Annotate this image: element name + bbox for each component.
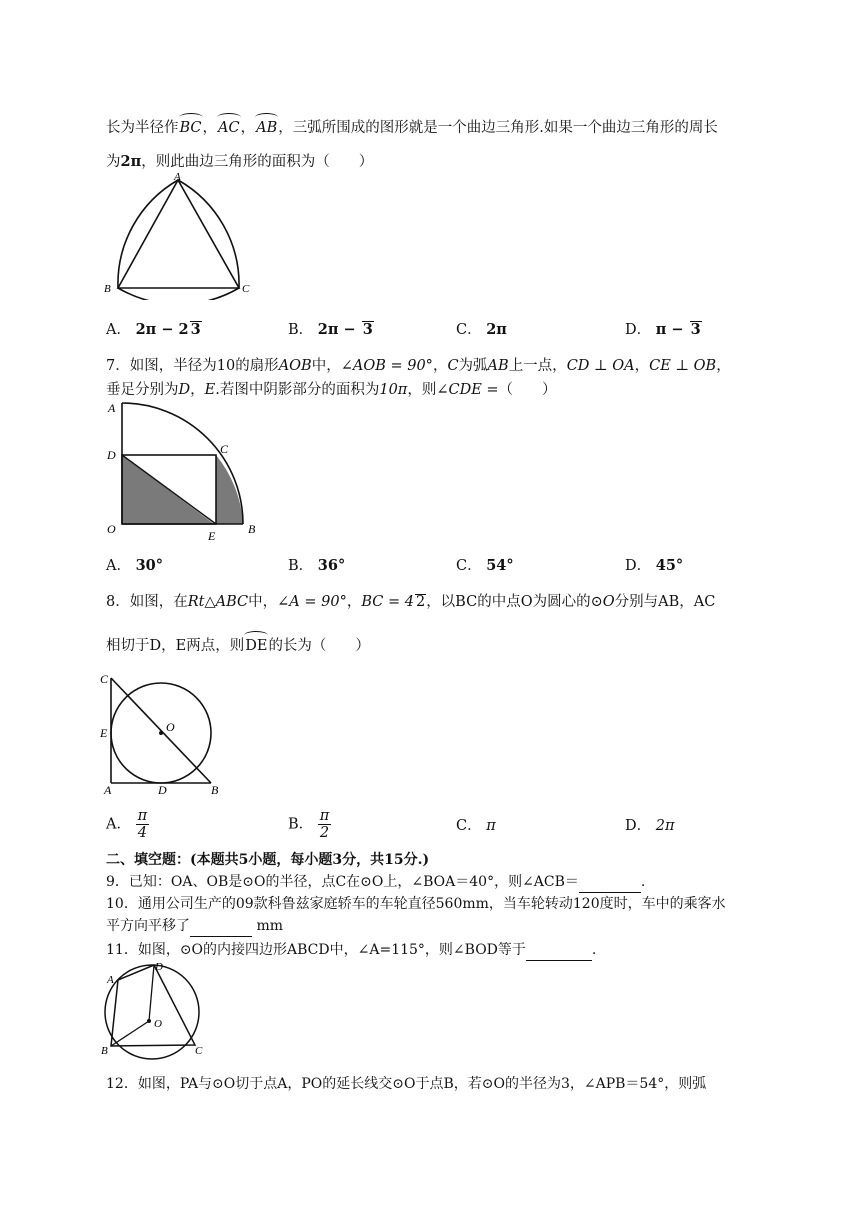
q8-text: ， — [346, 594, 362, 610]
q7-line-1 — [106, 356, 731, 376]
q7-text: ， — [634, 358, 650, 374]
option-letter: A． — [106, 558, 131, 574]
q9-line — [106, 872, 645, 893]
arc-bc: BC — [179, 120, 202, 136]
label-c: C — [195, 1045, 203, 1057]
q8-text: 的长为（ ） — [268, 638, 370, 654]
q8-text: ，以BC的中点O为圆心的 — [426, 594, 591, 610]
label-o: O — [154, 1018, 162, 1030]
shaded-arc-segment — [216, 455, 243, 524]
numerator: π — [319, 808, 330, 824]
option-letter: B． — [288, 816, 314, 833]
q6-sep: ， — [202, 120, 218, 136]
q7-text: 的扇形 — [235, 358, 279, 374]
option-letter: D． — [625, 322, 652, 338]
option-letter: C． — [456, 322, 482, 338]
option-value: 36° — [317, 557, 346, 574]
q8-line-1 — [106, 592, 715, 612]
q6-line-1 — [106, 118, 718, 138]
option-radical: 3 — [690, 321, 701, 338]
q10-line-2 — [106, 916, 283, 937]
q7-area: 10π — [379, 382, 408, 398]
q9-text: 9．已知：OA、OB是⊙O的半径，点C在⊙O上，∠BOA＝40°，则∠ACB＝ — [106, 874, 579, 890]
q9-text: . — [640, 874, 646, 890]
q6-text: ，则此曲边三角形的面积为（ ） — [141, 154, 374, 170]
q11-answer-blank[interactable] — [526, 940, 592, 961]
denominator: 2 — [319, 825, 330, 841]
option-letter: C． — [456, 558, 482, 574]
q7-line-2 — [106, 380, 557, 400]
q7-text: ， — [432, 358, 448, 374]
q6-text: ，三弧所围成的图形就是一个曲边三角形.如果一个曲边三角形的周长 — [278, 120, 718, 136]
q11-line — [106, 940, 596, 961]
inner-triangle — [118, 180, 239, 288]
label-o: O — [107, 522, 116, 536]
q7-point-c: C — [447, 358, 459, 374]
cyclic-quadrilateral-figure — [98, 960, 208, 1060]
q8-option-d[interactable] — [625, 816, 675, 836]
q7-cde: ∠CDE = — [436, 382, 499, 398]
option-letter: D． — [625, 558, 652, 574]
section-2-heading: 二、填空题：(本题共5小题，每小题3分，共15分.) — [106, 852, 430, 868]
option-letter: A． — [106, 816, 131, 833]
q6-line-2 — [106, 152, 373, 172]
q6-sep: ， — [240, 120, 256, 136]
q7-text: （ ） — [498, 382, 557, 398]
q7-point-e: E — [204, 382, 216, 398]
center-point — [147, 1019, 151, 1023]
option-value: 2π — [655, 818, 675, 834]
numerator: π — [137, 808, 148, 824]
q7-radius: 10 — [216, 358, 236, 374]
q8-angle: ∠A = 90° — [277, 594, 347, 610]
q7-text: 7．如图，半径为 — [106, 358, 217, 374]
q8-option-c[interactable] — [456, 816, 496, 836]
q7-text: 中， — [311, 358, 341, 374]
q8-text: 中， — [248, 594, 278, 610]
label-a: A — [107, 974, 114, 986]
label-c: C — [220, 442, 229, 456]
q7-arc-ab: AB — [487, 358, 509, 374]
label-c: C — [100, 672, 109, 686]
option-letter: B． — [288, 322, 314, 338]
q10-answer-blank[interactable] — [190, 916, 252, 937]
q6-option-c[interactable] — [456, 320, 507, 340]
arc-ac: AC — [218, 120, 240, 136]
q7-text: 垂足分别为 — [106, 382, 179, 398]
label-c: C — [242, 283, 250, 295]
q10-unit: mm — [256, 918, 284, 934]
q7-option-a[interactable] — [106, 556, 163, 576]
label-b: B — [211, 783, 219, 797]
option-value: π — [486, 818, 496, 834]
option-value: 54° — [486, 557, 514, 574]
tangent-circle-figure — [98, 670, 233, 800]
q8-circle: ⊙O — [590, 594, 615, 610]
label-d: D — [107, 448, 116, 462]
q8-option-a[interactable] — [106, 808, 149, 841]
q7-text: ， — [716, 358, 731, 374]
option-value: 2π — [486, 321, 507, 338]
denominator: 4 — [137, 825, 147, 841]
q7-option-c[interactable] — [456, 556, 514, 576]
fraction-pi-4 — [136, 808, 150, 841]
q6-option-b[interactable] — [288, 320, 374, 340]
fraction-pi-2 — [318, 808, 332, 841]
q9-answer-blank[interactable] — [579, 872, 641, 893]
q6-option-d[interactable] — [625, 320, 702, 340]
radius-ob — [111, 1021, 149, 1046]
q7-angle: ∠AOB = 90° — [340, 358, 433, 374]
label-e: E — [208, 529, 216, 543]
q7-option-d[interactable] — [625, 556, 683, 576]
option-value: 2π − 2 — [135, 321, 189, 338]
radius-od — [149, 965, 154, 1021]
q8-line-2 — [106, 636, 370, 656]
q6-perimeter: 2π — [120, 153, 142, 170]
option-value: π − — [655, 321, 689, 338]
q7-text: ，则 — [407, 382, 437, 398]
q8-text: 分别与AB，AC — [614, 594, 716, 610]
q6-text: 为 — [106, 154, 121, 170]
q7-text: 上一点， — [508, 358, 567, 374]
option-letter: B． — [288, 558, 314, 574]
q7-point-d: D — [178, 382, 191, 398]
reuleaux-outline — [118, 180, 239, 300]
option-letter: D． — [625, 818, 652, 834]
label-b: B — [104, 283, 111, 295]
option-radical: 3 — [190, 321, 201, 338]
hypotenuse-cb — [111, 678, 211, 783]
sector-figure — [102, 398, 272, 548]
label-a: A — [104, 783, 112, 797]
label-b: B — [101, 1045, 108, 1057]
label-o: O — [166, 720, 175, 734]
q8-bc-radical: 2 — [415, 594, 426, 610]
q8-text: 8．如图，在 — [106, 594, 188, 610]
q6-text: 长为半径作 — [106, 120, 179, 136]
q10-line-1: 10．通用公司生产的09款科鲁兹家庭轿车的车轮直径560mm，当车轮转动120度时，车中的乘客水 — [106, 896, 726, 912]
center-point — [159, 731, 163, 735]
option-value: 30° — [135, 557, 164, 574]
option-value: 2π − — [317, 321, 361, 338]
arc-ab: AB — [256, 120, 278, 136]
q8-bc: BC = 4 — [361, 594, 414, 610]
q8-triangle: Rt△ABC — [187, 594, 249, 610]
label-a: A — [174, 171, 181, 183]
reuleaux-triangle-figure — [100, 170, 260, 300]
q7-ce: CE ⊥ OB — [649, 358, 717, 374]
q11-text: . — [591, 942, 597, 958]
arc-de: DE — [245, 638, 268, 654]
label-b: B — [248, 522, 256, 536]
option-value: 45° — [655, 557, 684, 574]
q8-option-b[interactable] — [288, 808, 331, 841]
label-d: D — [155, 961, 163, 973]
q7-text: 为弧 — [458, 358, 488, 374]
label-d: D — [158, 783, 167, 797]
q10-text: 平方向平移了 — [106, 918, 190, 934]
q6-option-a[interactable] — [106, 320, 202, 340]
q8-text: 相切于D，E两点，则 — [106, 638, 245, 654]
q7-option-b[interactable] — [288, 556, 345, 576]
q7-cd: CD ⊥ OA — [566, 358, 635, 374]
option-radical: 3 — [362, 321, 373, 338]
q7-text: .若图中阴影部分的面积为 — [215, 382, 380, 398]
label-a: A — [108, 401, 116, 415]
option-letter: A． — [106, 322, 131, 338]
q11-text: 11．如图，⊙O的内接四边形ABCD中，∠A=115°，则∠BOD等于 — [106, 942, 526, 958]
label-e: E — [100, 726, 108, 740]
q7-sector: AOB — [278, 358, 312, 374]
q7-text: ， — [190, 382, 205, 398]
option-letter: C． — [456, 818, 482, 834]
q12-line-1: 12．如图，PA与⊙O切于点A，PO的延长线交⊙O于点B，若⊙O的半径为3，∠APB＝54°，则弧 — [106, 1076, 707, 1092]
